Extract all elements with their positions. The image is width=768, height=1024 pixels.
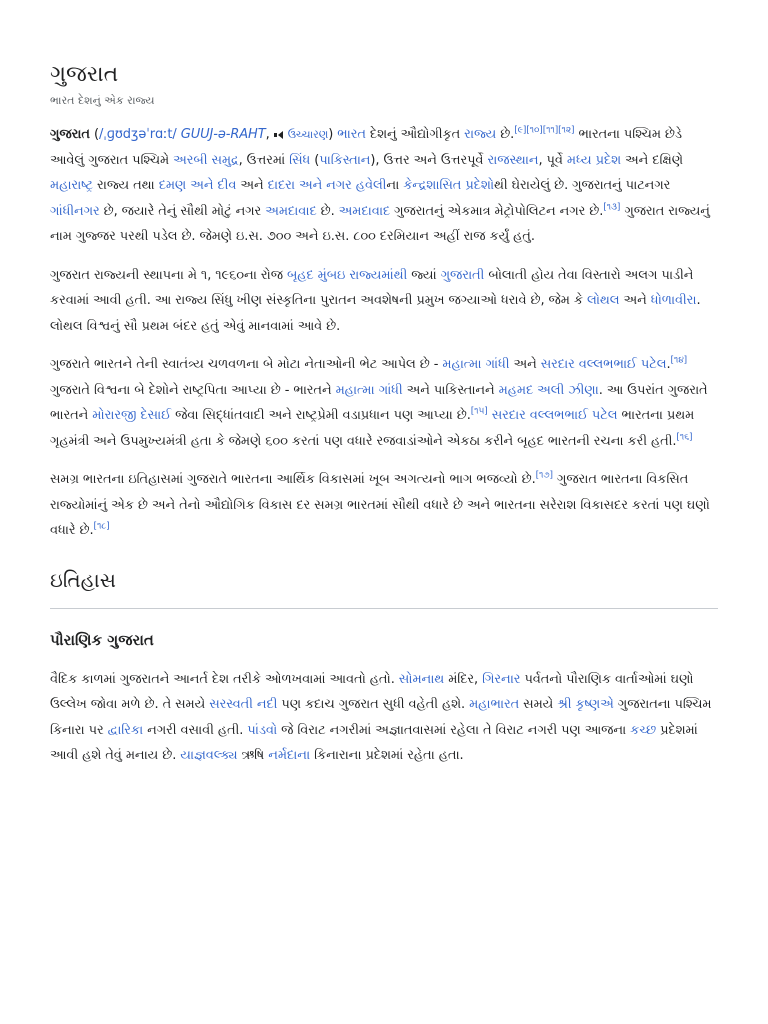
link-gandhi[interactable]: મહાત્મા ગાંધી [442,357,510,372]
reference-link[interactable]: [૧૭] [535,470,553,481]
subsection-heading-mythological: પૌરાણિક ગુજરાત [50,630,154,649]
link-pandavas[interactable]: પાંડવો [247,722,278,738]
link-dadra[interactable]: દાદરા અને નગર હવેલી [267,178,387,193]
link-bombay-state[interactable]: બૃહદ મુંબઇ રાજ્યમાંથી [286,267,408,283]
formation-paragraph: ગુજરાત રાજ્યની સ્થાપના મે ૧, ૧૯૬૦ના રોજ બૃહદ મુંબઇ રાજ્યમાંથી જ્યાં ગુજરાતી બોલાતી હોય તેવા વિસ્તારો અલગ પાડીને કરવામાં આવી હતી. આ રાજ્ય સિંધુ ખીણ સંસ્કૃતિના પુરાતન અવશેષની પ્રમુખ જગ્યાઓ ધરાવે છે, જેમ કે લોથલ અને ધોળાવીરા. લોથલ વિશ્વનું સૌ પ્રથમ બંદર હતું એવું માનવામાં આવે છે. [50,267,701,334]
speaker-icon[interactable] [274,133,277,137]
link-gandhi[interactable]: મહાત્મા ગાંધી [335,382,403,398]
link-dwarka[interactable]: દ્વારિકા [107,722,144,738]
link-patel[interactable]: સરદાર વલ્લભભાઈ પટેલ [491,408,618,423]
link-sindh[interactable]: સિંધ [289,152,311,168]
link-yajnavalkya[interactable]: યાજ્ઞવલ્ક્ય [180,748,238,763]
link-saraswati[interactable]: સરસ્વતી નદી [209,697,278,712]
economy-paragraph: સમગ્ર ભારતના ઇતિહાસમાં ગુજરાતે ભારતના આર્થિક વિકાસમાં ખૂબ અગત્યનો ભાગ ભજવ્યો છે.[૧૭] ગુજરાત ભારતના વિકસિત રાજ્યોમાંનું એક છે અને તેનો ઔદ્યોગિક વિકાસ દર સમગ્ર ભારતમાં સૌથી વધારે છે અને ભારતના સરેરાશ વિકાસદર કરતાં પણ ઘણો વધારે છે.[૧૮] [50,470,710,538]
link-mahabharat[interactable]: મહાભારત [469,697,520,712]
link-maharashtra[interactable]: મહારાષ્ટ્ર [50,178,93,193]
link-somnath[interactable]: સોમનાથ [398,671,445,687]
section-heading-history: ઇતિહાસ [50,566,718,609]
link-lothal[interactable]: લોથલ [586,293,620,308]
page-title: ગુજરાત [50,62,119,87]
link-arabian-sea[interactable]: અરબી સમુદ્ર [173,152,239,168]
intro-paragraph: ગુજરાત (/ˌɡʊdʒəˈrɑːt/ GUUJ-ə-RAHT, ઉચ્ચારણ) ભારત દેશનું ઔદ્યોગીકૃત રાજ્ય છે.[૯][૧૦][૧૧][૧૨] ભારતના પશ્ચિમ છેડે આવેલું ગુજરાત પશ્ચિમે અરબી સમુદ્ર, ઉત્તરમાં સિંધ (પાકિસ્તાન), ઉત્તર અને ઉત્તરપૂર્વે રાજસ્થાન, પૂર્વે મધ્ય પ્રદેશ અને દક્ષિણે મહારાષ્ટ્ર રાજ્ય તથા દમણ અને દીવ અને દાદરા અને નગર હવેલીના કેન્દ્રશાસિત પ્રદેશોથી ઘેરાયેલું છે. ગુજરાતનું પાટનગર ગાંધીનગર છે, જયારે તેનું સૌથી મોટું નગર અમદાવાદ છે. અમદાવાદ ગુજરાતનું એકમાત્ર મેટ્રોપોલિટન નગર છે.[૧૩] ગુજરાત રાજ્યનું નામ ગુજ્જર પરથી પડેલ છે. જેમણે ઇ.સ. ૭૦૦ અને ઇ.સ. ૮૦૦ દરમિયાન અહીં રાજ કર્યું હતું. [50,125,710,244]
link-madhya-pradesh[interactable]: મધ્ય પ્રદેશ [566,152,622,168]
reference-link[interactable]: [૧૮] [93,521,110,532]
mythology-paragraph: વૈદિક કાળમાં ગુજરાતને આનર્ત દેશ તરીકે ઓળખવામાં આવતો હતો. સોમનાથ મંદિર, ગિરનાર પર્વતનો પૌરાણિક વાર્તાઓમાં ઘણો ઉલ્લેખ જોવા મળે છે. તે સમયે સરસ્વતી નદી પણ કદાચ ગુજરાત સુધી વહેતી હશે. મહાભારત સમયે શ્રી કૃષ્ણએ ગુજરાતના પશ્ચિમ કિનારા પર દ્વારિકા નગરી વસાવી હતી. પાંડવો જે વિરાટ નગરીમાં અજ્ઞાતવાસમાં રહેલા તે વિરાટ નગરી પણ આજના કચ્છ પ્રદેશમાં આવી હશે તેવું મનાય છે. યાજ્ઞવલ્ક્ય ઋષિ નર્મદાના કિનારાના પ્રદેશમાં રહેતા હતા. [50,671,712,763]
link-kutch[interactable]: કચ્છ [630,722,657,738]
reference-link[interactable]: [૧૩] [603,202,621,213]
link-patel[interactable]: સરદાર વલ્લભભાઈ પટેલ [540,357,667,372]
reference-link[interactable]: [૧૪] [670,355,688,366]
pronunciation-link[interactable]: ઉચ્ચારણ [287,128,329,141]
link-gandhinagar[interactable]: ગાંધીનગર [50,203,100,219]
link-morarji-desai[interactable]: મોરારજી દેસાઈ [92,408,172,423]
link-pakistan[interactable]: પાકિસ્તાન [319,152,371,168]
link-ahmedabad[interactable]: અમદાવાદ [265,203,317,219]
ipa-link[interactable]: /ˌɡʊdʒəˈrɑːt/ [98,127,177,142]
link-dholavira[interactable]: ધોળાવીરા [650,293,697,308]
link-union-territories[interactable]: કેન્દ્રશાસિત પ્રદેશો [403,178,494,193]
link-jinnah[interactable]: મહમદ અલી ઝીણા [498,382,599,398]
link-narmada[interactable]: નર્મદાના [268,748,311,763]
link-india[interactable]: ભારત [337,127,366,142]
link-gujarati[interactable]: ગુજરાતી [440,267,485,283]
link-rajasthan[interactable]: રાજસ્થાન [487,152,539,168]
page-tagline: ભારત દેશનું એક રાજ્ય [50,94,155,107]
link-krishna[interactable]: શ્રી કૃષ્ણએ [557,697,614,712]
reference-link[interactable]: [૯][૧૦][૧૧][૧૨] [514,125,575,136]
link-state[interactable]: રાજ્ય [464,127,497,142]
reference-link[interactable]: [૧૬] [676,432,693,443]
link-girnar[interactable]: ગિરનાર [482,671,521,687]
link-daman-diu[interactable]: દમણ અને દીવ [158,178,237,193]
respelling-link[interactable]: GUUJ-ə-RAHT [180,127,266,142]
article-subject: ગુજરાત [50,127,90,142]
link-ahmedabad[interactable]: અમદાવાદ [338,203,391,219]
leaders-paragraph: ગુજરાતે ભારતને તેની સ્વાતંત્ર્ય ચળવળના બે મોટા નેતાઓની ભેટ આપેલ છે - મહાત્મા ગાંધી અને સરદાર વલ્લભભાઈ પટેલ.[૧૪] ગુજરાતે વિશ્વના બે દેશોને રાષ્ટ્રપિતા આપ્યા છે - ભારતને મહાત્મા ગાંધી અને પાકિસ્તાનને મહમદ અલી ઝીણા. આ ઉપરાંત ગુજરાતે ભારતને મોરારજી દેસાઈ જેવા સિદ્ધાંતવાદી અને રાષ્ટ્રપ્રેમી વડાપ્રધાન પણ આપ્યા છે.[૧૫] સરદાર વલ્લભભાઈ પટેલ ભારતના પ્રથમ ગૃહમંત્રી અને ઉપમુખ્યમંત્રી હતા કે જેમણે ૬૦૦ કરતાં પણ વધારે રજવાડાંઓને એકઠા કરીને બૃહદ ભારતની રચના કરી હતી.[૧૬] [50,355,708,449]
reference-link[interactable]: [૧૫] [470,406,488,417]
